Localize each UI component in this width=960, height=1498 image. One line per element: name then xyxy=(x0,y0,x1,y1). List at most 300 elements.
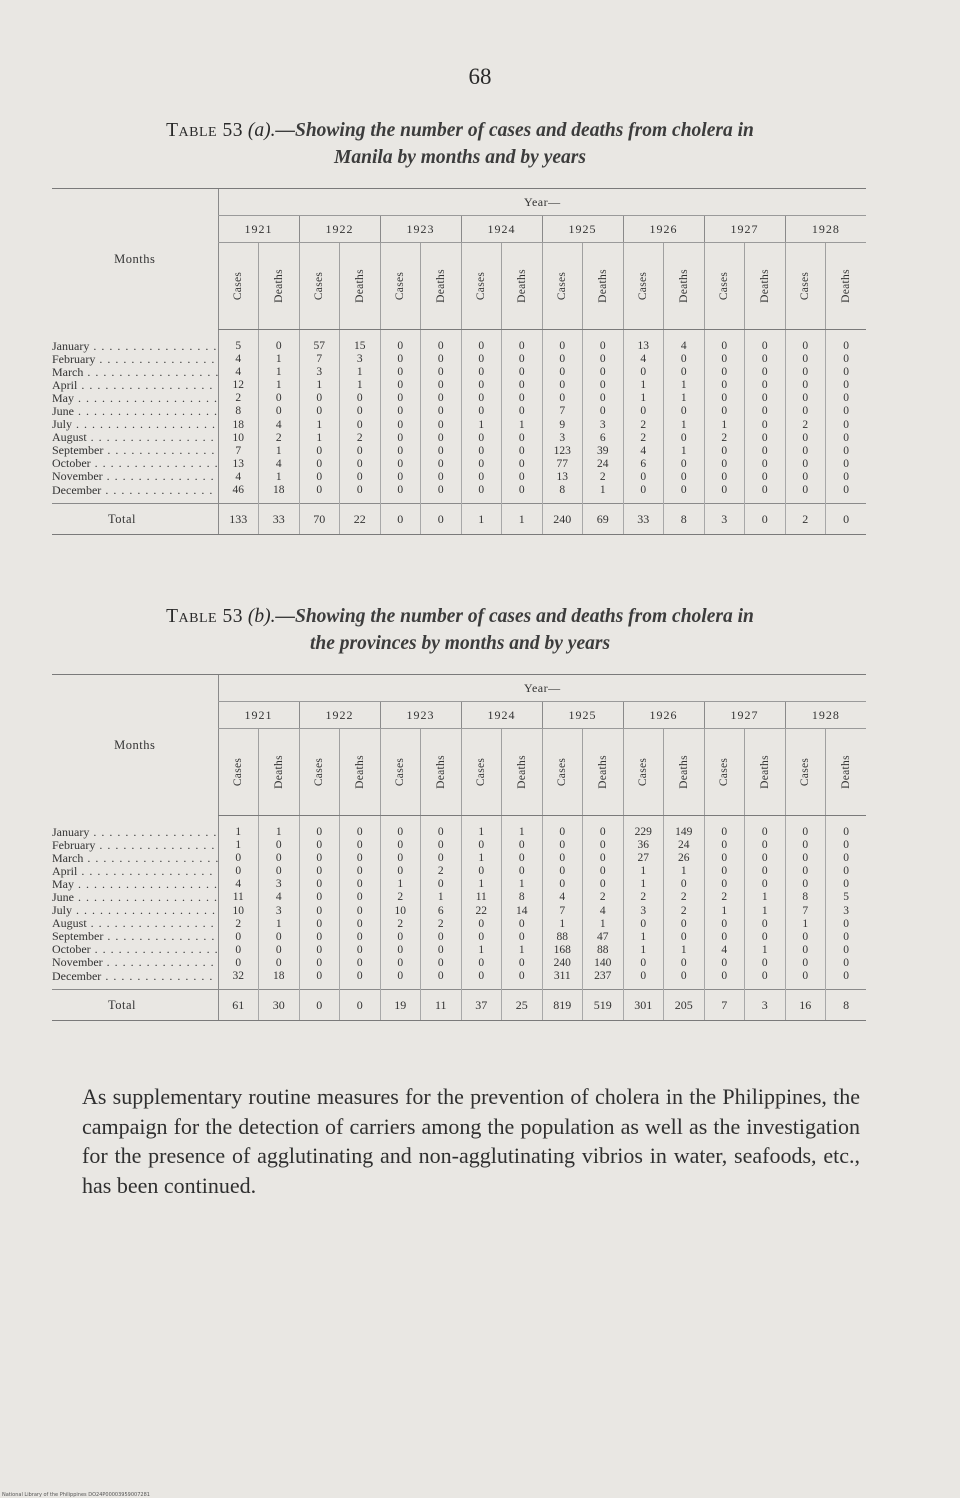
table-cell: 1 xyxy=(235,826,242,838)
table-cell: 0 xyxy=(680,431,687,444)
table-cell: 0 xyxy=(843,865,849,878)
table-cell: 0 xyxy=(680,956,687,969)
total-label: Total xyxy=(52,504,218,535)
deaths-label: Deaths xyxy=(515,755,528,789)
table-cell: 0 xyxy=(843,826,849,838)
table-cell: 0 xyxy=(802,392,809,405)
cases-header xyxy=(704,243,745,330)
data-column xyxy=(461,330,502,504)
total-cell: 33 xyxy=(259,504,300,535)
total-cell: 3 xyxy=(745,990,786,1021)
data-column xyxy=(340,816,381,990)
table-cell: 2 xyxy=(680,891,687,904)
table-cell: 2 xyxy=(397,891,404,904)
table-cell: 0 xyxy=(437,392,444,405)
total-cell: 11 xyxy=(421,990,462,1021)
table-cell: 0 xyxy=(640,956,647,969)
month-label: October . . . xyxy=(52,457,218,470)
table-cell: 3 xyxy=(356,353,363,366)
total-row xyxy=(52,990,866,1021)
table-cell: 1 xyxy=(437,891,444,904)
cases-label: Cases xyxy=(394,271,407,301)
year-label: 1927 xyxy=(704,216,785,243)
table-cell: 0 xyxy=(356,891,363,904)
data-column xyxy=(340,330,381,504)
table-cell: 4 xyxy=(559,891,566,904)
table-cell: 1 xyxy=(761,891,768,904)
table-cell: 0 xyxy=(437,418,444,431)
table-cell: 0 xyxy=(316,930,323,943)
cases-header xyxy=(299,243,340,330)
total-cell: 240 xyxy=(542,504,583,535)
table-cell: 0 xyxy=(559,852,566,865)
table-cell: 1 xyxy=(275,379,282,392)
table-cell: 0 xyxy=(802,444,809,457)
table-cell: 1 xyxy=(275,366,282,379)
year-label: 1925 xyxy=(542,702,623,729)
table-cell: 0 xyxy=(316,865,323,878)
table-cell: 15 xyxy=(354,340,366,352)
data-column xyxy=(299,330,340,504)
data-column xyxy=(542,816,583,990)
table-cell: 0 xyxy=(559,826,566,838)
table-cell: 2 xyxy=(721,431,728,444)
table-cell: 0 xyxy=(802,826,809,838)
table-b-title-line1: —Showing the number of cases and deaths from cholera in xyxy=(275,606,754,627)
data-column xyxy=(583,330,624,504)
table-cell: 1 xyxy=(316,379,323,392)
cases-header xyxy=(623,729,664,816)
deaths-label: Deaths xyxy=(758,755,771,789)
table-cell: 229 xyxy=(634,826,652,838)
table-cell: 0 xyxy=(802,839,809,852)
data-column xyxy=(785,330,826,504)
table-cell: 1 xyxy=(680,392,687,405)
table-cell: 0 xyxy=(316,970,323,983)
table-body-row xyxy=(52,330,866,504)
total-cell: 0 xyxy=(826,504,867,535)
table-cell: 0 xyxy=(802,405,809,418)
month-label: June . . . xyxy=(52,891,218,904)
table-cell: 0 xyxy=(437,484,444,497)
table-cell: 2 xyxy=(640,418,647,431)
table-cell: 36 xyxy=(637,839,649,852)
table-cell: 0 xyxy=(802,366,809,379)
total-cell: 1 xyxy=(502,504,543,535)
table-cell: 0 xyxy=(680,353,687,366)
table-cell: 2 xyxy=(640,431,647,444)
table-cell: 0 xyxy=(559,878,566,891)
table-cell: 0 xyxy=(518,865,525,878)
cases-header xyxy=(623,243,664,330)
total-cell: 61 xyxy=(218,990,259,1021)
table-cell: 0 xyxy=(356,904,363,917)
table-cell: 1 xyxy=(518,943,525,956)
table-cell: 0 xyxy=(721,470,728,483)
table-a xyxy=(52,188,866,535)
table-cell: 1 xyxy=(761,904,768,917)
year-label: 1928 xyxy=(785,702,866,729)
table-cell: 0 xyxy=(356,457,363,470)
data-column xyxy=(745,816,786,990)
data-column xyxy=(421,816,462,990)
table-cell: 0 xyxy=(316,484,323,497)
table-cell: 0 xyxy=(680,484,687,497)
table-cell: 0 xyxy=(843,917,849,930)
year-label: 1923 xyxy=(380,702,461,729)
footer-note: National Library of the Philippines DO24P00003959007281 xyxy=(2,1492,150,1498)
cases-label: Cases xyxy=(232,757,245,787)
table-cell: 8 xyxy=(802,891,809,904)
table-cell: 10 xyxy=(394,904,406,917)
table-cell: 2 xyxy=(275,431,282,444)
table-cell: 0 xyxy=(397,956,404,969)
table-cell: 0 xyxy=(518,917,525,930)
table-cell: 0 xyxy=(235,943,242,956)
table-cell: 4 xyxy=(275,891,282,904)
total-cell: 2 xyxy=(785,504,826,535)
table-cell: 0 xyxy=(721,956,728,969)
table-cell: 0 xyxy=(802,943,809,956)
deaths-label: Deaths xyxy=(353,269,366,303)
year-header: Year— xyxy=(218,675,866,702)
months-header: Months xyxy=(52,189,218,330)
table-cell: 0 xyxy=(478,839,485,852)
table-cell: 0 xyxy=(599,865,606,878)
months-header: Months xyxy=(52,675,218,816)
table-cell: 13 xyxy=(232,457,244,470)
table-cell: 0 xyxy=(437,878,444,891)
table-cell: 0 xyxy=(802,379,809,392)
table-cell: 0 xyxy=(802,852,809,865)
table-cell: 0 xyxy=(275,392,282,405)
table-a-suffix: (a). xyxy=(247,120,276,141)
deaths-label: Deaths xyxy=(596,755,609,789)
table-cell: 240 xyxy=(553,956,571,969)
table-cell: 4 xyxy=(235,353,242,366)
data-column xyxy=(421,330,462,504)
total-cell: 30 xyxy=(259,990,300,1021)
deaths-label: Deaths xyxy=(434,269,447,303)
table-cell: 0 xyxy=(721,392,728,405)
total-cell: 7 xyxy=(704,990,745,1021)
cases-header xyxy=(299,729,340,816)
table-cell: 1 xyxy=(356,379,363,392)
table-cell: 0 xyxy=(559,392,566,405)
table-cell: 0 xyxy=(518,930,525,943)
table-cell: 0 xyxy=(356,418,363,431)
year-label: 1922 xyxy=(299,702,380,729)
table-cell: 0 xyxy=(518,970,525,983)
table-cell: 0 xyxy=(559,366,566,379)
table-cell: 0 xyxy=(680,457,687,470)
table-cell: 140 xyxy=(594,956,612,969)
table-a-title-line2: Manila by months and by years xyxy=(334,147,586,168)
month-label: March . . . xyxy=(52,366,218,379)
table-cell: 1 xyxy=(721,904,728,917)
table-cell: 0 xyxy=(761,878,768,891)
cases-header xyxy=(704,729,745,816)
table-cell: 0 xyxy=(437,366,444,379)
month-label: September . . . xyxy=(52,930,218,943)
table-cell: 0 xyxy=(235,865,242,878)
table-cell: 1 xyxy=(640,878,647,891)
table-cell: 123 xyxy=(553,444,571,457)
table-cell: 0 xyxy=(518,484,525,497)
table-cell: 149 xyxy=(675,826,693,838)
table-cell: 6 xyxy=(640,457,647,470)
cases-header xyxy=(380,243,421,330)
year-header: Year— xyxy=(218,189,866,216)
table-cell: 0 xyxy=(761,826,768,838)
table-cell: 0 xyxy=(437,470,444,483)
table-cell: 0 xyxy=(397,366,404,379)
month-label: May . . . xyxy=(52,392,218,405)
table-cell: 0 xyxy=(316,457,323,470)
table-cell: 0 xyxy=(802,970,809,983)
table-cell: 3 xyxy=(559,431,566,444)
table-cell: 1 xyxy=(235,839,242,852)
year-label: 1924 xyxy=(461,216,542,243)
table-cell: 0 xyxy=(843,839,849,852)
table-cell: 0 xyxy=(437,444,444,457)
deaths-header xyxy=(259,729,300,816)
cases-header xyxy=(461,729,502,816)
month-label: April . . . xyxy=(52,379,218,392)
table-cell: 0 xyxy=(802,878,809,891)
table-a-caption xyxy=(50,117,870,171)
cases-label: Cases xyxy=(637,271,650,301)
month-label: January . . . xyxy=(52,340,218,353)
table-cell: 0 xyxy=(478,379,485,392)
table-cell: 0 xyxy=(721,484,728,497)
table-cell: 1 xyxy=(518,878,525,891)
table-cell: 1 xyxy=(640,865,647,878)
cases-label: Cases xyxy=(718,757,731,787)
table-cell: 2 xyxy=(356,431,363,444)
cases-header xyxy=(218,243,259,330)
table-cell: 57 xyxy=(313,340,325,352)
table-cell: 0 xyxy=(640,366,647,379)
table-cell: 0 xyxy=(478,930,485,943)
table-cell: 6 xyxy=(599,431,606,444)
deaths-label: Deaths xyxy=(840,755,853,789)
total-cell: 70 xyxy=(299,504,340,535)
data-column xyxy=(664,330,705,504)
table-cell: 2 xyxy=(397,917,404,930)
month-label: July . . . xyxy=(52,904,218,917)
table-cell: 0 xyxy=(721,865,728,878)
table-cell: 13 xyxy=(556,470,568,483)
table-cell: 2 xyxy=(437,865,444,878)
table-cell: 0 xyxy=(640,970,647,983)
year-label: 1921 xyxy=(218,216,299,243)
cases-label: Cases xyxy=(232,271,245,301)
deaths-header xyxy=(259,243,300,330)
data-column xyxy=(218,330,259,504)
table-cell: 0 xyxy=(397,930,404,943)
table-cell: 1 xyxy=(518,418,525,431)
body-paragraph: As supplementary routine measures for the prevention of cholera in the Philippines, the campaign for the detection of carriers among the population as well as the investigation for the presence of agglutinating and non-agglutinating vibrios in water, seafoods, etc., has been continued. xyxy=(82,1084,860,1198)
total-cell: 25 xyxy=(502,990,543,1021)
data-column xyxy=(259,330,300,504)
table-cell: 0 xyxy=(478,340,485,352)
data-column xyxy=(704,816,745,990)
table-cell: 5 xyxy=(843,891,849,904)
table-cell: 0 xyxy=(518,852,525,865)
table-cell: 11 xyxy=(475,891,487,904)
table-b-suffix: (b). xyxy=(247,606,276,627)
month-label: August . . . xyxy=(52,917,218,930)
data-column xyxy=(380,330,421,504)
table-cell: 0 xyxy=(599,878,606,891)
cases-header xyxy=(542,243,583,330)
table-cell: 0 xyxy=(761,431,768,444)
table-cell: 0 xyxy=(478,484,485,497)
table-cell: 0 xyxy=(802,865,809,878)
table-cell: 1 xyxy=(275,470,282,483)
table-cell: 0 xyxy=(235,956,242,969)
month-label: December . . . xyxy=(52,970,218,983)
table-cell: 0 xyxy=(761,970,768,983)
table-cell: 0 xyxy=(843,852,849,865)
table-cell: 0 xyxy=(356,826,363,838)
table-cell: 0 xyxy=(721,340,728,352)
table-cell: 0 xyxy=(802,457,809,470)
table-cell: 0 xyxy=(356,405,363,418)
table-cell: 0 xyxy=(761,457,768,470)
table-cell: 4 xyxy=(680,340,687,352)
table-cell: 0 xyxy=(802,340,809,352)
table-cell: 0 xyxy=(640,470,647,483)
table-cell: 0 xyxy=(518,366,525,379)
table-cell: 0 xyxy=(843,340,849,352)
table-cell: 0 xyxy=(316,943,323,956)
table-cell: 0 xyxy=(802,470,809,483)
table-cell: 0 xyxy=(275,405,282,418)
table-cell: 0 xyxy=(316,852,323,865)
table-a-title-line1: —Showing the number of cases and deaths from cholera in xyxy=(275,120,754,141)
total-cell: 205 xyxy=(664,990,705,1021)
table-cell: 24 xyxy=(597,457,609,470)
table-cell: 0 xyxy=(680,470,687,483)
table-cell: 0 xyxy=(680,917,687,930)
table-cell: 311 xyxy=(553,970,571,983)
total-cell: 133 xyxy=(218,504,259,535)
table-cell: 1 xyxy=(559,917,566,930)
table-cell: 1 xyxy=(478,852,485,865)
table-cell: 0 xyxy=(843,970,849,983)
table-cell: 0 xyxy=(437,431,444,444)
deaths-header xyxy=(502,729,543,816)
table-cell: 0 xyxy=(599,353,606,366)
table-cell: 237 xyxy=(594,970,612,983)
data-column xyxy=(259,816,300,990)
year-label: 1922 xyxy=(299,216,380,243)
table-cell: 0 xyxy=(843,878,849,891)
table-cell: 0 xyxy=(843,379,849,392)
cases-label: Cases xyxy=(394,757,407,787)
year-label: 1924 xyxy=(461,702,542,729)
total-cell: 819 xyxy=(542,990,583,1021)
table-cell: 0 xyxy=(761,865,768,878)
cases-header xyxy=(218,729,259,816)
table-cell: 0 xyxy=(437,405,444,418)
table-cell: 0 xyxy=(478,457,485,470)
table-cell: 0 xyxy=(518,444,525,457)
table-cell: 4 xyxy=(721,943,728,956)
table-cell: 7 xyxy=(559,904,566,917)
table-cell: 0 xyxy=(437,826,444,838)
table-cell: 0 xyxy=(802,930,809,943)
table-cell: 0 xyxy=(275,852,282,865)
table-b-title-line2: the provinces by months and by years xyxy=(309,633,611,654)
table-cell: 11 xyxy=(232,891,244,904)
table-cell: 0 xyxy=(761,366,768,379)
total-label: Total xyxy=(52,990,218,1021)
table-cell: 0 xyxy=(316,470,323,483)
table-cell: 0 xyxy=(437,956,444,969)
table-cell: 0 xyxy=(761,852,768,865)
total-cell: 37 xyxy=(461,990,502,1021)
table-cell: 0 xyxy=(843,405,849,418)
table-cell: 1 xyxy=(275,353,282,366)
table-cell: 7 xyxy=(559,405,566,418)
table-cell: 0 xyxy=(599,379,606,392)
table-cell: 0 xyxy=(518,431,525,444)
cases-label: Cases xyxy=(637,757,650,787)
table-cell: 4 xyxy=(235,470,242,483)
table-cell: 1 xyxy=(721,418,728,431)
deaths-label: Deaths xyxy=(677,269,690,303)
total-cell: 69 xyxy=(583,504,624,535)
table-cell: 0 xyxy=(316,917,323,930)
table-b xyxy=(52,674,866,1021)
table-cell: 1 xyxy=(640,930,647,943)
table-cell: 13 xyxy=(637,340,649,352)
table-cell: 0 xyxy=(761,839,768,852)
table-cell: 0 xyxy=(275,930,282,943)
table-cell: 0 xyxy=(559,340,566,352)
table-cell: 0 xyxy=(518,353,525,366)
table-cell: 8 xyxy=(559,484,566,497)
table-cell: 0 xyxy=(397,852,404,865)
table-cell: 1 xyxy=(761,943,768,956)
table-cell: 0 xyxy=(721,444,728,457)
table-cell: 0 xyxy=(559,839,566,852)
table-cell: 0 xyxy=(478,917,485,930)
table-cell: 0 xyxy=(599,839,606,852)
table-cell: 0 xyxy=(843,418,849,431)
deaths-header xyxy=(745,729,786,816)
table-cell: 0 xyxy=(721,852,728,865)
table-cell: 1 xyxy=(802,917,809,930)
table-cell: 1 xyxy=(356,366,363,379)
table-cell: 3 xyxy=(275,878,282,891)
table-cell: 0 xyxy=(802,353,809,366)
table-cell: 4 xyxy=(599,904,606,917)
deaths-header xyxy=(826,243,867,330)
year-label: 1928 xyxy=(785,216,866,243)
total-cell: 16 xyxy=(785,990,826,1021)
deaths-header xyxy=(502,243,543,330)
table-cell: 0 xyxy=(559,379,566,392)
table-cell: 7 xyxy=(235,444,242,457)
data-column xyxy=(745,330,786,504)
table-cell: 1 xyxy=(478,826,485,838)
total-cell: 8 xyxy=(826,990,867,1021)
cases-header xyxy=(380,729,421,816)
